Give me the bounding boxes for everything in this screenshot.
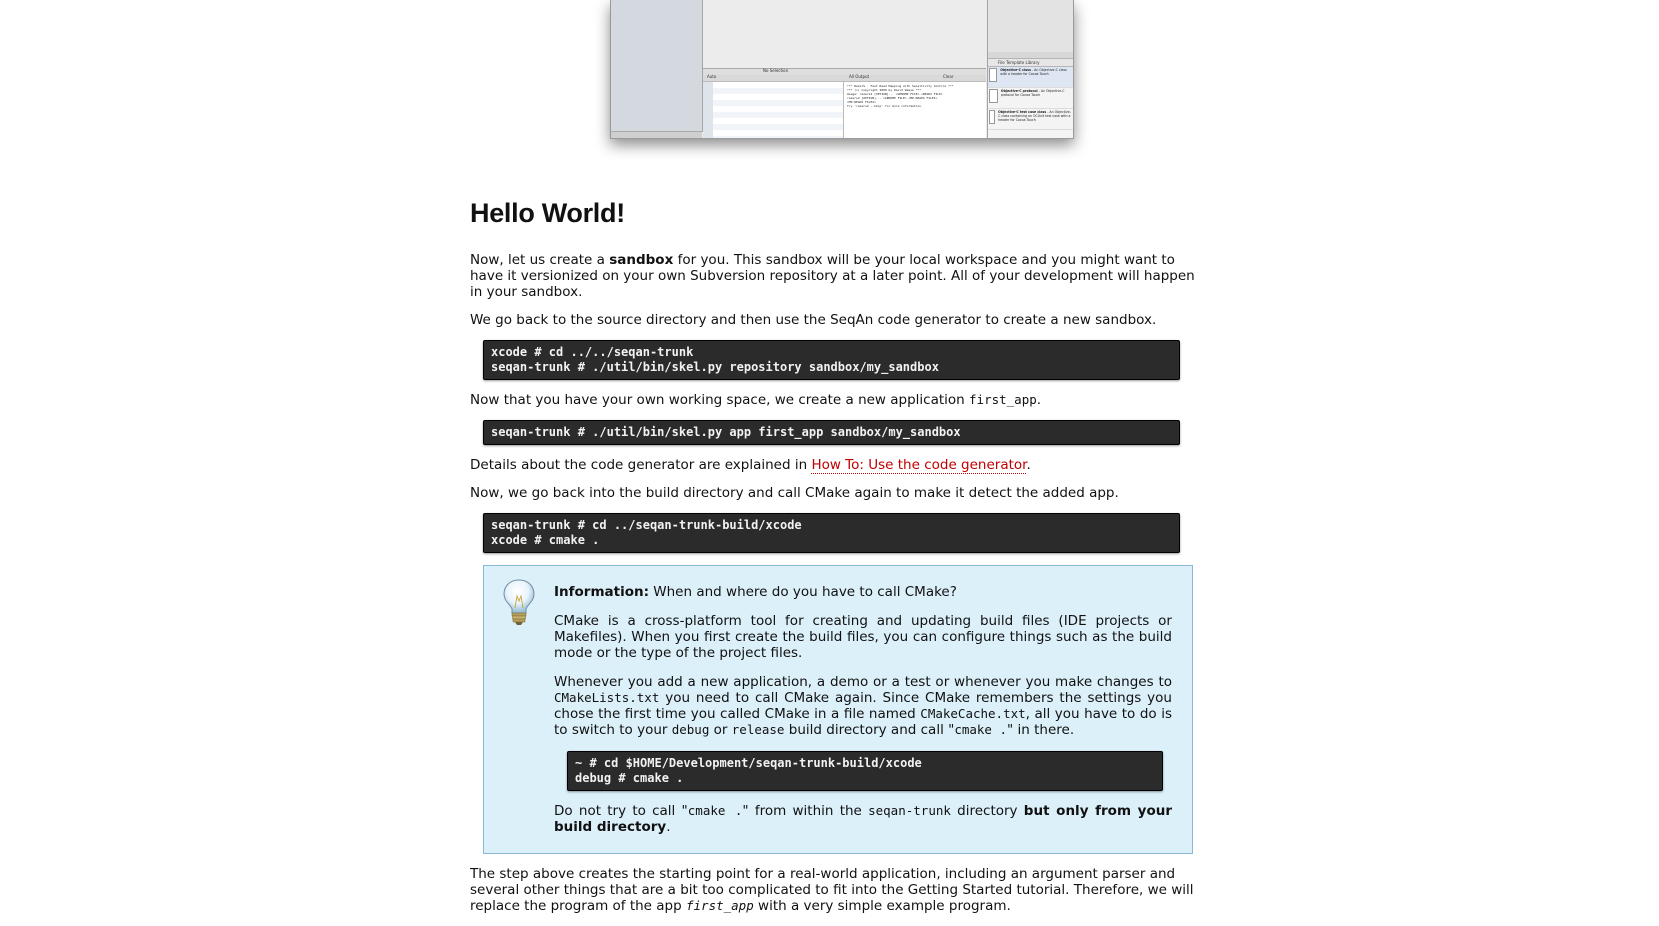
screenshot-console [844,82,986,138]
screenshot-editor-area [703,0,986,68]
console-line: Try 'razers2 --help' for more information. [847,104,923,108]
info-question: Information: When and where do you have to call CMake? [554,584,957,600]
screenshot-vars-label: Auto [707,74,717,79]
console-line: *** (c) Copyright 2009 by David Weese *** [847,88,922,92]
console-line: Usage: razers2 [OPTION]... <GENOME FILE> <READS FILE> [847,92,943,96]
code-block-cmake[interactable]: seqan-trunk # cd ../seqan-trunk-build/xcode xcode # cmake . [483,513,1180,553]
information-box [483,565,1193,854]
code-block-create-app[interactable]: seqan-trunk # ./util/bin/skel.py app first_app sandbox/my_sandbox [483,420,1180,445]
screenshot-variables-view [703,82,844,138]
info-paragraph-when: Whenever you add a new application, a demo or a test or whenever you make changes to CMakeLists.txt you need to call CMake again. Since CMake remembers the settings you chose the first time you called CMake in a file named CMakeCache.txt, all you have to do is to switch to your debug or release build directory and call "cmake ." in there. [554,674,1172,738]
code-block-create-sandbox[interactable]: xcode # cd ../../seqan-trunk seqan-trunk # ./util/bin/skel.py repository sandbox/my_sandbox [483,340,1180,380]
screenshot-template-library [987,52,1074,138]
info-code-block[interactable]: ~ # cd $HOME/Development/seqan-trunk-build/xcode debug # cmake . [567,751,1163,791]
screenshot-library-item: Objective-C test case class - An Objective-C class containing an OCUnit test case with a header for Cocoa Touch [988,109,1074,130]
screenshot-library-item: Objective-C protocol - An Objective-C protocol for Cocoa Touch [988,88,1074,109]
console-line: *** RazerS - Fast Read Mapping with Sensitivity Control *** [847,84,954,88]
screenshot-status-label: No Selection [763,68,789,73]
paragraph-source-directory: We go back to the source directory and then use the SeqAn code generator to create a new sandbox. [470,312,1157,328]
section-heading: Hello World! [470,198,625,228]
screenshot-library-title: File Template Library [988,59,1074,67]
paragraph-code-generator-details: Details about the code generator are explained in How To: Use the code generator. [470,457,1031,473]
info-paragraph-cmake: CMake is a cross-platform tool for creating and updating build files (IDE projects or Makefiles). When you first create the build files, you can configure things such as the build mode or the type of the project files. [554,613,1172,661]
article-content [470,196,1195,926]
screenshot-output-label: All Output [849,74,870,79]
screenshot-library-tabs [988,52,1074,59]
paragraph-next-step: The step above creates the starting point for a real-world application, including an argument parser and several other things that are a bit too complicated to fit into the Getting Started tutorial. Therefore, we will replace the program of the app first_app with a very simple example program. [470,866,1194,914]
file-icon [989,68,997,82]
code-generator-link[interactable]: How To: Use the code generator [811,457,1027,473]
file-icon [989,89,998,103]
console-line: <MP-READS FILE2> [847,100,876,104]
screenshot-debug-header [703,75,986,82]
screenshot-navigator-pane [611,0,703,132]
paragraph-new-app: Now that you have your own working space, we create a new application first_app. [470,392,1042,408]
xcode-screenshot [610,0,1074,139]
info-paragraph-warning: Do not try to call "cmake ." from within the seqan-trunk directory but only from your build directory. [554,803,1173,835]
screenshot-library-item: Objective-C class - An Objective-C class with a header for Cocoa Touch [988,67,1074,88]
file-icon [989,110,995,124]
paragraph-sandbox-intro: Now, let us create a sandbox for you. This sandbox will be your local workspace and you might want to have it versionized on your own Subversion repository at a later point. All of your development will happen in your sandbox. [470,252,1195,300]
screenshot-clear-label: Clear [943,74,954,79]
lightbulb-icon [502,578,536,626]
paragraph-build-directory: Now, we go back into the build directory and call CMake again to make it detect the added app. [470,485,1119,501]
screenshot-utilities-pane [987,0,1074,52]
screenshot-navigator-toolbar [611,131,702,138]
console-line: razers2 [OPTION]... <GENOME FILE> <MP-READS FILE1> [847,96,938,100]
